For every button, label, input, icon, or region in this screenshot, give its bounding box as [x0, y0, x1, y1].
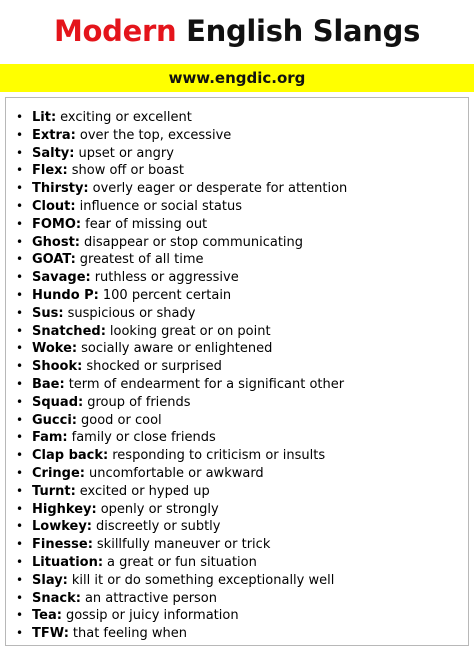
- list-item: [6, 483, 468, 501]
- bullet-icon: •: [16, 483, 24, 498]
- bullet-icon: •: [16, 376, 24, 391]
- list-item: [6, 590, 468, 608]
- slang-definition: uncomfortable or awkward: [88, 465, 264, 481]
- slang-definition: family or close friends: [71, 430, 216, 446]
- bullet-icon: •: [16, 501, 24, 516]
- slang-term: Salty:: [32, 145, 75, 161]
- bullet-icon: •: [16, 394, 24, 409]
- slang-definition: greatest of all time: [79, 252, 204, 268]
- list-item: [6, 234, 468, 252]
- bullet-icon: •: [16, 216, 24, 231]
- slang-list-box: [5, 97, 469, 646]
- slang-definition: group of friends: [87, 394, 191, 410]
- bullet-icon: •: [16, 519, 24, 534]
- slang-term: Lowkey:: [32, 519, 93, 535]
- bullet-icon: •: [16, 110, 24, 124]
- slang-term: Turnt:: [32, 483, 76, 499]
- bullet-icon: •: [16, 305, 24, 320]
- list-item: [6, 145, 468, 163]
- slang-term: Sus:: [32, 305, 64, 321]
- slang-term: GOAT:: [32, 252, 76, 268]
- bullet-icon: •: [16, 537, 24, 552]
- website-link[interactable]: www.engdic.org: [168, 69, 306, 87]
- bullet-icon: •: [16, 465, 24, 480]
- slang-term: Highkey:: [32, 501, 97, 517]
- slang-definition: term of endearment for a significant other: [68, 376, 345, 392]
- slang-definition: looking great or on point: [109, 323, 271, 339]
- list-item: [6, 607, 468, 625]
- slang-term: Squad:: [32, 394, 84, 410]
- list-item: [6, 465, 468, 483]
- slang-term: Lit:: [32, 110, 57, 125]
- slang-definition: exciting or excellent: [60, 110, 192, 125]
- page-title: [0, 14, 474, 48]
- bullet-icon: •: [16, 341, 24, 356]
- slang-term: Snatched:: [32, 323, 106, 339]
- bullet-icon: •: [16, 181, 24, 196]
- list-item: [6, 447, 468, 465]
- slang-term: Snack:: [32, 590, 81, 606]
- slang-term: Slay:: [32, 572, 68, 588]
- bullet-icon: •: [16, 198, 24, 213]
- slang-definition: gossip or juicy information: [65, 608, 239, 624]
- bullet-icon: •: [16, 448, 24, 463]
- slang-term: Clap back:: [32, 448, 109, 464]
- slang-definition: disappear or stop communicating: [84, 234, 304, 250]
- list-item: [6, 536, 468, 554]
- list-item: [6, 323, 468, 341]
- bullet-icon: •: [16, 145, 24, 160]
- slang-term: Clout:: [32, 198, 76, 214]
- list-item: [6, 180, 468, 198]
- slang-term: Hundo P:: [32, 287, 99, 303]
- slang-term: Gucci:: [32, 412, 77, 428]
- slang-definition: show off or boast: [71, 163, 184, 179]
- list-item: [6, 501, 468, 519]
- slang-definition: fear of missing out: [85, 216, 208, 232]
- bullet-icon: •: [16, 572, 24, 587]
- bullet-icon: •: [16, 270, 24, 285]
- slang-term: Lituation:: [32, 554, 104, 570]
- title-rest: English Slangs: [186, 14, 421, 48]
- bullet-icon: •: [16, 412, 24, 427]
- slang-term: Flex:: [32, 163, 68, 179]
- slang-definition: skillfully maneuver or trick: [96, 537, 271, 553]
- slang-definition: overly eager or desperate for attention: [92, 181, 348, 197]
- slang-definition: ruthless or aggressive: [94, 270, 239, 286]
- slang-term: FOMO:: [32, 216, 82, 232]
- slang-definition: responding to criticism or insults: [112, 448, 326, 464]
- list-item: [6, 127, 468, 145]
- list-item: [6, 394, 468, 412]
- bullet-icon: •: [16, 323, 24, 338]
- slang-definition: socially aware or enlightened: [81, 341, 273, 357]
- list-item: [6, 251, 468, 269]
- slang-term: TFW:: [32, 626, 69, 642]
- slang-term: Savage:: [32, 270, 91, 286]
- slang-term: Finesse:: [32, 537, 93, 553]
- slang-definition: upset or angry: [78, 145, 174, 161]
- slang-term: Extra:: [32, 127, 76, 143]
- list-item: [6, 162, 468, 180]
- list-item: [6, 376, 468, 394]
- list-item: [6, 625, 468, 643]
- list-item: [6, 340, 468, 358]
- slang-definition: openly or strongly: [100, 501, 219, 517]
- slang-list: [6, 109, 468, 643]
- slang-term: Bae:: [32, 376, 65, 392]
- bullet-icon: •: [16, 163, 24, 178]
- bullet-icon: •: [16, 608, 24, 623]
- list-item: [6, 429, 468, 447]
- list-item: [6, 269, 468, 287]
- bullet-icon: •: [16, 234, 24, 249]
- slang-term: Fam:: [32, 430, 68, 446]
- bullet-icon: •: [16, 590, 24, 605]
- bullet-icon: •: [16, 430, 24, 445]
- list-item: [6, 216, 468, 234]
- slang-term: Cringe:: [32, 465, 85, 481]
- list-item: [6, 109, 468, 127]
- list-item: [6, 358, 468, 376]
- bullet-icon: •: [16, 252, 24, 267]
- slang-term: Thirsty:: [32, 181, 89, 197]
- slang-definition: shocked or surprised: [86, 359, 222, 375]
- slang-definition: over the top, excessive: [79, 127, 232, 143]
- bullet-icon: •: [16, 287, 24, 302]
- slang-definition: kill it or do something exceptionally well: [71, 572, 335, 588]
- bullet-icon: •: [16, 359, 24, 374]
- list-item: [6, 572, 468, 590]
- slang-definition: suspicious or shady: [67, 305, 196, 321]
- slang-definition: excited or hyped up: [79, 483, 210, 499]
- slang-definition: that feeling when: [72, 626, 187, 642]
- slang-definition: discreetly or subtly: [96, 519, 221, 535]
- slang-definition: an attractive person: [84, 590, 218, 606]
- bullet-icon: •: [16, 127, 24, 142]
- slang-definition: influence or social status: [79, 198, 242, 214]
- bullet-icon: •: [16, 626, 24, 641]
- slang-term: Woke:: [32, 341, 78, 357]
- bullet-icon: •: [16, 554, 24, 569]
- list-item: [6, 305, 468, 323]
- slang-definition: 100 percent certain: [102, 287, 232, 303]
- slang-term: Tea:: [32, 608, 62, 624]
- list-item: [6, 554, 468, 572]
- website-banner: [0, 64, 474, 92]
- slang-definition: good or cool: [81, 412, 162, 428]
- list-item: [6, 198, 468, 216]
- slang-definition: a great or fun situation: [107, 554, 257, 570]
- slang-term: Ghost:: [32, 234, 81, 250]
- title-accent: Modern: [53, 14, 177, 48]
- slang-term: Shook:: [32, 359, 83, 375]
- list-item: [6, 518, 468, 536]
- list-item: [6, 412, 468, 430]
- list-item: [6, 287, 468, 305]
